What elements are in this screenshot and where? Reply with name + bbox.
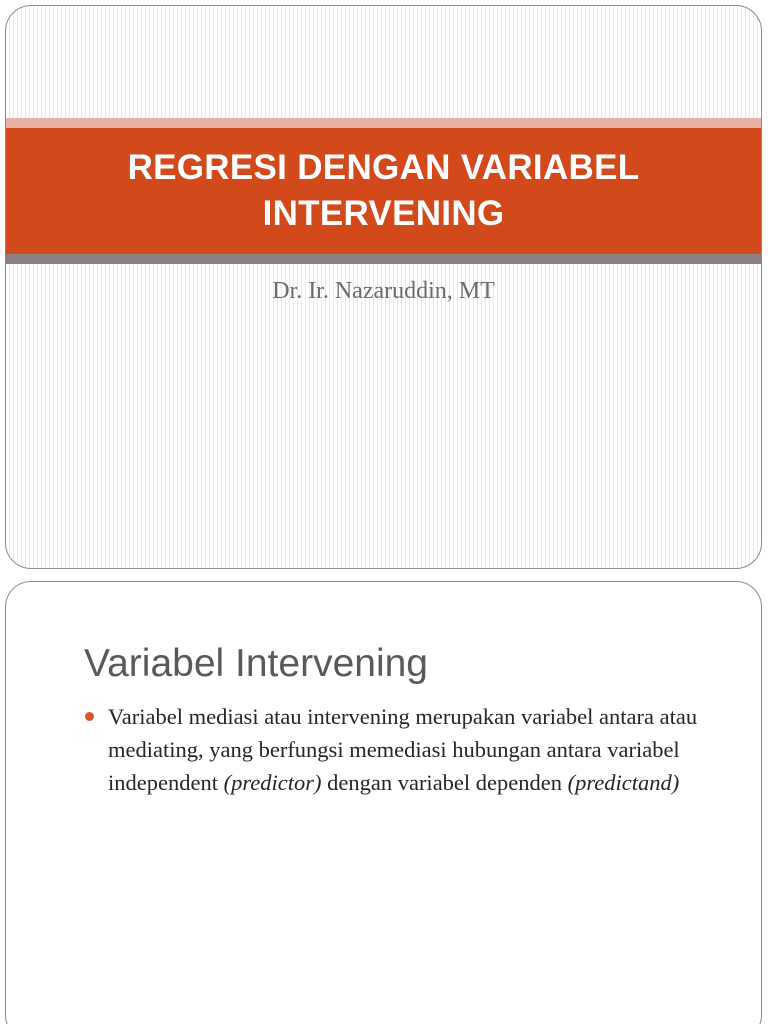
bullet-text-middle: dengan variabel dependen <box>321 770 568 795</box>
bullet-item <box>84 700 724 799</box>
slide-title: REGRESI DENGAN VARIABEL INTERVENING <box>127 148 640 233</box>
bullet-list <box>84 700 724 799</box>
accent-strip-top <box>6 118 761 128</box>
bullet-emphasis-predictand: (predictand) <box>567 770 680 795</box>
bullet-dot-icon <box>85 712 94 721</box>
slide-subtitle: Dr. Ir. Nazaruddin, MT <box>272 278 495 304</box>
title-slide <box>5 5 762 569</box>
title-band <box>6 128 761 254</box>
accent-strip-bottom <box>6 254 761 264</box>
content-slide <box>5 581 762 1024</box>
content-heading: Variabel Intervening <box>84 642 428 685</box>
bullet-text-before: Variabel mediasi atau intervening merupakan variabel antara atau mediating, yang berfungsi memediasi hubungan antara variabel independent <box>108 704 698 795</box>
bullet-emphasis-predictor: (predictor) <box>223 770 322 795</box>
